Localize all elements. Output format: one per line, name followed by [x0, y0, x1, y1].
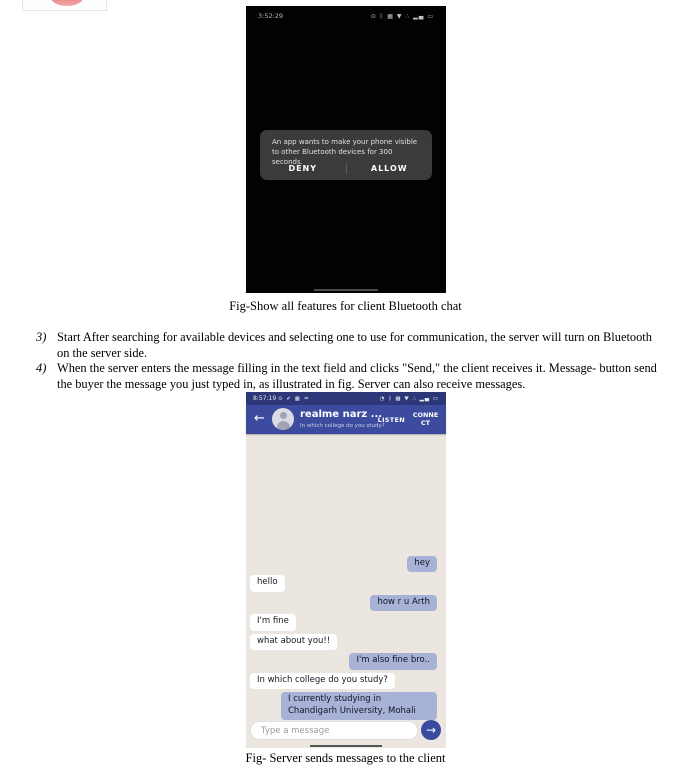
vowifi-icon: ▦ [387, 12, 394, 20]
bluetooth-permission-dialog [260, 130, 432, 180]
notification-app-icons: ⊙ ✔ ▦ ♒ [278, 396, 310, 402]
message-input[interactable] [250, 721, 418, 740]
status-icons [380, 396, 439, 402]
gesture-navigation-bar[interactable] [310, 745, 382, 747]
wifi-icon: ▼ [404, 395, 410, 402]
status-bar [246, 6, 446, 26]
list-item-3 [36, 330, 657, 361]
wifi-icon: ▼ [396, 12, 403, 20]
status-left [253, 395, 310, 402]
gesture-navigation-bar[interactable] [314, 289, 378, 291]
chat-app-bar [246, 405, 446, 434]
cropped-figure-fragment [22, 0, 107, 11]
deny-button[interactable]: DENY [288, 163, 318, 173]
received-message-bubble: I'm fine [250, 614, 296, 630]
volte-icon: ∴ [405, 12, 411, 20]
sent-message-bubble: I'm also fine bro.. [349, 653, 437, 669]
connect-button[interactable]: CONNE CT [412, 411, 439, 427]
received-message-bubble: In which college do you study? [250, 673, 395, 689]
signal-icon: ▂▄ [413, 12, 425, 20]
list-item-number: 3) [36, 330, 47, 344]
red-ellipse-shape [50, 0, 84, 6]
bluetooth-icon: ᛒ [388, 395, 393, 402]
status-icons [371, 13, 434, 20]
figure2-phone-screenshot [246, 392, 446, 748]
message-list [246, 434, 446, 720]
figure1-phone-screenshot [246, 6, 446, 293]
sent-message-bubble: I currently studying in Chandigarh University, Mohali [281, 692, 437, 720]
list-item-text: Start After searching for available devices and selecting one to use for communication, the server will turn on Bluetooth on the server side. [57, 330, 652, 360]
list-item-number: 4) [36, 361, 47, 375]
sent-message-bubble: hey [407, 556, 437, 572]
status-time: 3:52:29 [258, 12, 284, 20]
battery-icon: ▭ [432, 395, 439, 402]
send-button[interactable] [421, 720, 441, 740]
figure2-caption: Fig- Server sends messages to the client [245, 751, 446, 765]
contact-name: realme narz ... [300, 409, 383, 420]
list-item-4 [36, 361, 657, 392]
volte-icon: ∴ [412, 395, 417, 402]
back-icon[interactable]: ← [254, 411, 265, 426]
status-time: 8:57:19 [253, 395, 277, 402]
received-message-bubble: what about you!! [250, 634, 337, 650]
bluetooth-icon: ᛒ [379, 12, 385, 20]
received-message-bubble: hello [250, 575, 285, 591]
list-item-text: When the server enters the message filling in the text field and clicks "Send," the client receives it. Message- button send the buyer the message you just typed in, as illustrated in fig. Server can also receive messages. [57, 361, 657, 391]
vowifi-icon: ▦ [395, 395, 402, 402]
figure1-caption: Fig-Show all features for client Bluetooth chat [229, 299, 462, 313]
allow-button[interactable]: ALLOW [370, 163, 408, 173]
status-bar [246, 392, 446, 405]
sent-message-bubble: how r u Arth [370, 595, 437, 611]
last-message-preview: In which college do you study? [300, 422, 385, 429]
message-composer [246, 721, 446, 740]
send-arrow-icon: → [425, 723, 437, 737]
location-icon: ⊙ [370, 12, 377, 20]
listen-button[interactable]: LISTEN [377, 416, 405, 424]
data-saver-icon: ◔ [379, 395, 386, 402]
contact-avatar [272, 408, 294, 430]
battery-icon: ▭ [427, 12, 434, 20]
dialog-buttons-row [260, 161, 432, 175]
signal-icon: ▂▄ [419, 395, 431, 402]
dialog-message: An app wants to make your phone visible to other Bluetooth devices for 300 seconds. [272, 138, 418, 166]
